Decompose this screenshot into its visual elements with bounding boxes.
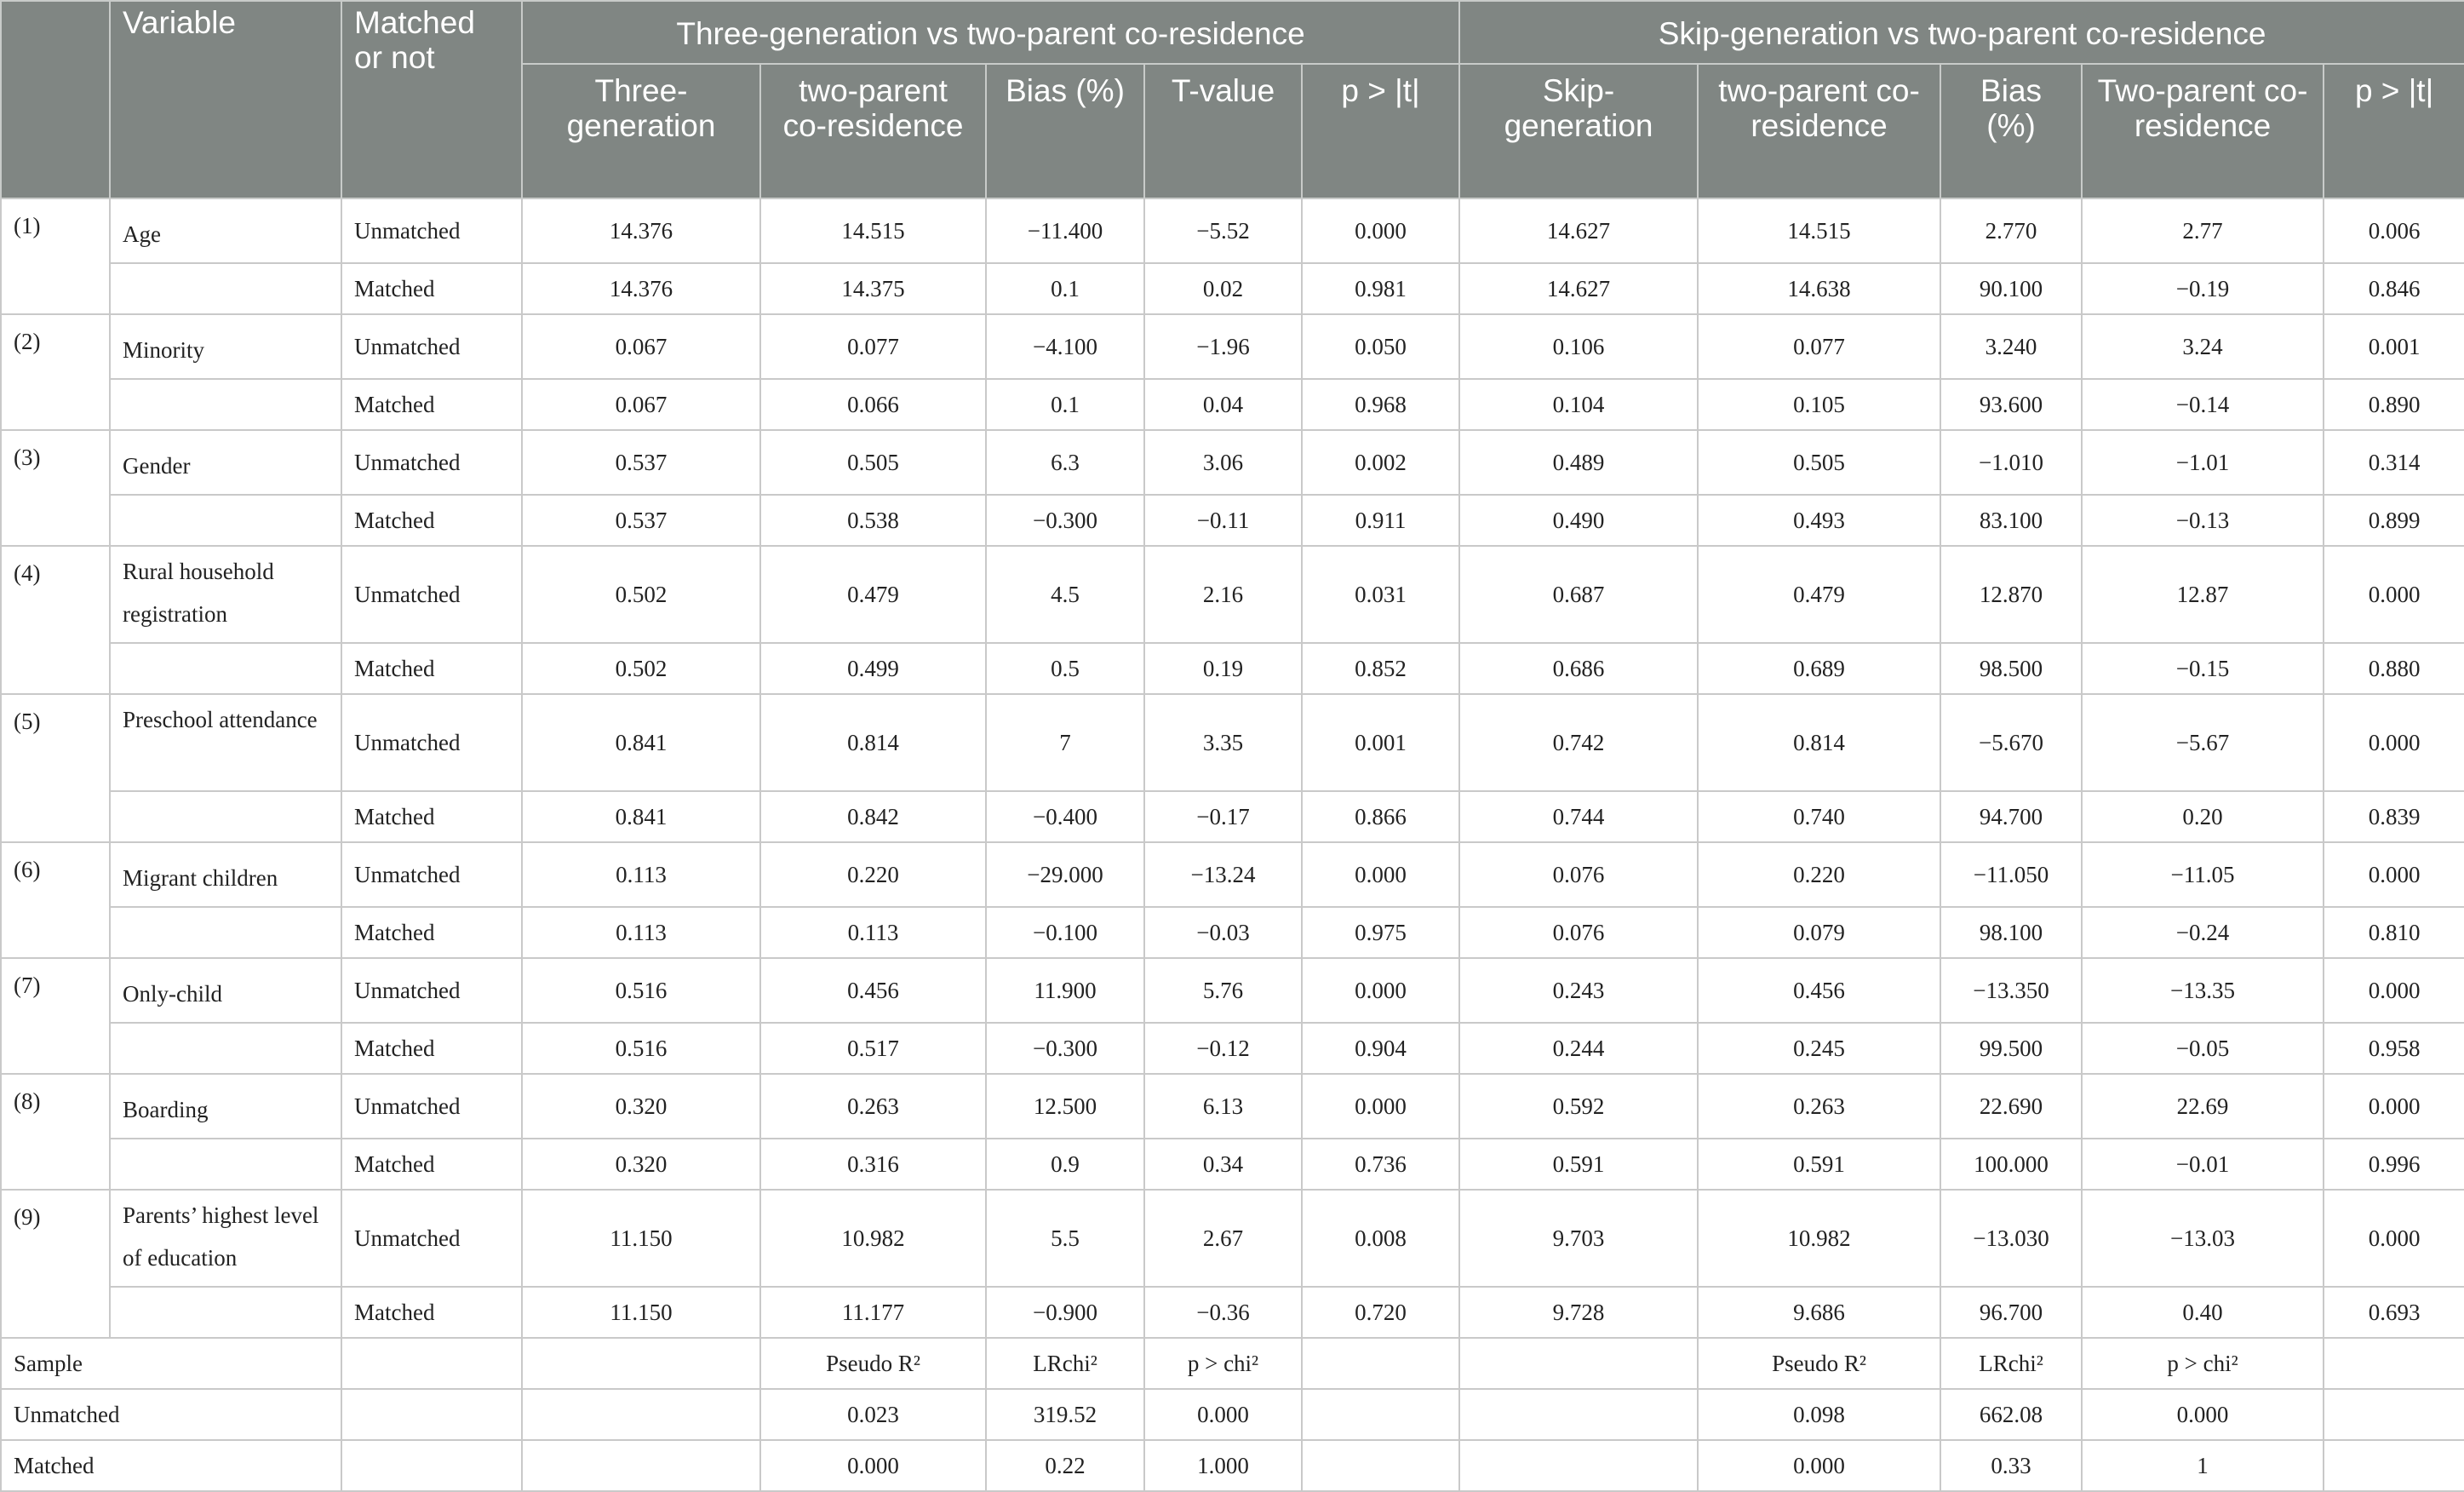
table-body [1,198,2464,1491]
table-cell: 90.100 [1940,263,2082,314]
table-cell: 0.5 [986,643,1144,694]
table-cell: −1.01 [2082,430,2324,495]
variable-name: Only-child [110,958,341,1023]
summary-label: Sample [1,1338,341,1389]
table-row [1,694,2464,791]
matched-status: Unmatched [341,1074,522,1139]
matched-status: Matched [341,1139,522,1190]
table-cell: 0.000 [2324,1190,2464,1287]
row-index: (7) [1,958,110,1074]
table-cell: 2.16 [1144,546,1302,643]
table-cell: 0.000 [2324,958,2464,1023]
table-cell: −11.400 [986,198,1144,263]
variable-name-empty [110,1287,341,1338]
summary-cell: 319.52 [986,1389,1144,1440]
table-cell: −1.010 [1940,430,2082,495]
table-cell: 4.5 [986,546,1144,643]
empty-cell [2324,1338,2464,1389]
header-g1-bias: Bias (%) [986,64,1144,198]
table-cell: 0.981 [1302,263,1459,314]
summary-cell: 0.000 [760,1440,986,1491]
header-g2-p-value: p > |t| [2324,64,2464,198]
summary-header-row [1,1338,2464,1389]
table-cell: 0.314 [2324,430,2464,495]
table-cell: −0.11 [1144,495,1302,546]
summary-label: Matched [1,1440,341,1491]
table-cell: 0.113 [522,907,760,958]
header-g2-bias: Bias (%) [1940,64,2082,198]
variable-name-empty [110,791,341,842]
table-cell: 0.814 [1698,694,1940,791]
table-cell: 0.263 [760,1074,986,1139]
table-cell: 0.592 [1459,1074,1698,1139]
table-cell: 0.104 [1459,379,1698,430]
table-row [1,842,2464,907]
table-cell: 0.968 [1302,379,1459,430]
table-cell: 5.76 [1144,958,1302,1023]
header-g2-two-parent: two-parent co-residence [1698,64,1940,198]
table-cell: 12.87 [2082,546,2324,643]
table-cell: −13.03 [2082,1190,2324,1287]
table-cell: 0.316 [760,1139,986,1190]
table-cell: 0.866 [1302,791,1459,842]
matched-status: Unmatched [341,694,522,791]
table-cell: 14.627 [1459,198,1698,263]
table-cell: 11.900 [986,958,1144,1023]
table-cell: 0.499 [760,643,986,694]
summary-cell: 0.000 [2082,1389,2324,1440]
table-cell: 9.703 [1459,1190,1698,1287]
empty-cell [522,1338,760,1389]
summary-cell: LRchi² [1940,1338,2082,1389]
variable-name: Rural household registration [110,546,341,643]
table-row [1,958,2464,1023]
table-cell: 0.538 [760,495,986,546]
table-cell: 0.008 [1302,1190,1459,1287]
table-row [1,1023,2464,1074]
table-cell: −0.300 [986,495,1144,546]
table-row [1,379,2464,430]
table-cell: 9.686 [1698,1287,1940,1338]
header-g1-p-value: p > |t| [1302,64,1459,198]
table-cell: 3.06 [1144,430,1302,495]
table-cell: 14.627 [1459,263,1698,314]
empty-cell [1459,1338,1698,1389]
table-cell: −5.670 [1940,694,2082,791]
table-row [1,430,2464,495]
matched-status: Matched [341,1023,522,1074]
table-cell: 0.113 [522,842,760,907]
table-row [1,198,2464,263]
table-cell: 0.479 [760,546,986,643]
table-cell: 0.502 [522,546,760,643]
table-cell: 11.150 [522,1190,760,1287]
table-cell: 0.000 [1302,958,1459,1023]
table-cell: −13.24 [1144,842,1302,907]
table-cell: 0.002 [1302,430,1459,495]
table-row [1,546,2464,643]
table-cell: 0.106 [1459,314,1698,379]
summary-cell: 0.000 [1698,1440,1940,1491]
empty-cell [2324,1389,2464,1440]
table-cell: 0.810 [2324,907,2464,958]
table-cell: 0.502 [522,643,760,694]
table-cell: 0.320 [522,1139,760,1190]
summary-cell: p > chi² [2082,1338,2324,1389]
empty-cell [341,1338,522,1389]
table-cell: 0.846 [2324,263,2464,314]
table-cell: 0.320 [522,1074,760,1139]
summary-cell: 1.000 [1144,1440,1302,1491]
table-cell: 14.638 [1698,263,1940,314]
table-cell: 0.243 [1459,958,1698,1023]
summary-cell: Pseudo R² [1698,1338,1940,1389]
table-row [1,1190,2464,1287]
table-cell: 0.720 [1302,1287,1459,1338]
table-row [1,907,2464,958]
table-cell: 3.240 [1940,314,2082,379]
table-cell: 2.67 [1144,1190,1302,1287]
table-cell: 6.3 [986,430,1144,495]
table-cell: 0.19 [1144,643,1302,694]
summary-cell: p > chi² [1144,1338,1302,1389]
table-row [1,263,2464,314]
table-cell: −29.000 [986,842,1144,907]
matched-status: Unmatched [341,842,522,907]
table-cell: 0.686 [1459,643,1698,694]
variable-name: Minority [110,314,341,379]
summary-cell: LRchi² [986,1338,1144,1389]
table-cell: 0.245 [1698,1023,1940,1074]
table-cell: 0.742 [1459,694,1698,791]
table-row [1,1139,2464,1190]
table-cell: 0.996 [2324,1139,2464,1190]
row-index: (9) [1,1190,110,1338]
summary-cell: 0.000 [1144,1389,1302,1440]
variable-name-empty [110,643,341,694]
table-cell: 0.263 [1698,1074,1940,1139]
table-cell: 0.220 [1698,842,1940,907]
table-cell: −0.24 [2082,907,2324,958]
table-cell: 14.375 [760,263,986,314]
table-cell: 14.515 [1698,198,1940,263]
header-g2-two-parent-2: Two-parent co-residence [2082,64,2324,198]
table-cell: 0.04 [1144,379,1302,430]
variable-name: Age [110,198,341,263]
table-cell: 0.516 [522,958,760,1023]
row-index: (8) [1,1074,110,1190]
header-matched: Matched or not [341,1,522,198]
table-cell: 0.076 [1459,907,1698,958]
table-cell: 0.1 [986,263,1144,314]
table-cell: 0.001 [1302,694,1459,791]
table-cell: 7 [986,694,1144,791]
matched-status: Matched [341,495,522,546]
variable-name-empty [110,1023,341,1074]
table-cell: −0.400 [986,791,1144,842]
table-cell: 94.700 [1940,791,2082,842]
table-cell: 0.517 [760,1023,986,1074]
table-cell: 0.40 [2082,1287,2324,1338]
table-cell: 83.100 [1940,495,2082,546]
table-cell: 22.69 [2082,1074,2324,1139]
row-index: (6) [1,842,110,958]
table-cell: 0.516 [522,1023,760,1074]
row-index: (2) [1,314,110,430]
table-cell: −0.14 [2082,379,2324,430]
header-g1-three-generation: Three-generation [522,64,760,198]
table-cell: 0.842 [760,791,986,842]
table-cell: 0.067 [522,314,760,379]
variable-name: Boarding [110,1074,341,1139]
table-cell: 93.600 [1940,379,2082,430]
table-cell: 0.744 [1459,791,1698,842]
table-cell: 0.000 [2324,1074,2464,1139]
table-cell: −5.67 [2082,694,2324,791]
empty-cell [1459,1389,1698,1440]
table-cell: −13.350 [1940,958,2082,1023]
table-cell: 11.150 [522,1287,760,1338]
table-cell: 0.537 [522,495,760,546]
matched-status: Matched [341,907,522,958]
summary-label: Unmatched [1,1389,341,1440]
table-cell: 0.841 [522,694,760,791]
table-cell: 0.537 [522,430,760,495]
table-cell: −0.01 [2082,1139,2324,1190]
table-cell: −11.05 [2082,842,2324,907]
table-row [1,643,2464,694]
table-cell: 22.690 [1940,1074,2082,1139]
table-cell: 0.031 [1302,546,1459,643]
table-cell: 0.1 [986,379,1144,430]
table-cell: 0.693 [2324,1287,2464,1338]
header-group-skip-generation: Skip-generation vs two-parent co-residence [1459,1,2464,64]
table-cell: −0.17 [1144,791,1302,842]
header-group-three-generation: Three-generation vs two-parent co-residence [522,1,1459,64]
matched-status: Unmatched [341,198,522,263]
table-cell: 0.880 [2324,643,2464,694]
table-cell: 0.000 [1302,842,1459,907]
table-header [1,1,2464,198]
empty-cell [1302,1440,1459,1491]
table-cell: 3.35 [1144,694,1302,791]
table-cell: 0.505 [760,430,986,495]
table-cell: −0.36 [1144,1287,1302,1338]
table-cell: 0.000 [2324,842,2464,907]
table-cell: −0.15 [2082,643,2324,694]
table-cell: 0.000 [2324,694,2464,791]
table-cell: −5.52 [1144,198,1302,263]
table-cell: 0.34 [1144,1139,1302,1190]
table-cell: 0.591 [1459,1139,1698,1190]
row-index: (3) [1,430,110,546]
table-cell: 0.20 [2082,791,2324,842]
table-row [1,791,2464,842]
empty-cell [1302,1389,1459,1440]
table-cell: 2.77 [2082,198,2324,263]
variable-name: Parents’ highest level of education [110,1190,341,1287]
table-cell: 6.13 [1144,1074,1302,1139]
table-cell: 10.982 [1698,1190,1940,1287]
table-row [1,314,2464,379]
table-cell: 0.736 [1302,1139,1459,1190]
summary-cell: Pseudo R² [760,1338,986,1389]
table-cell: 12.870 [1940,546,2082,643]
table-cell: −0.05 [2082,1023,2324,1074]
table-cell: −0.12 [1144,1023,1302,1074]
empty-cell [1302,1338,1459,1389]
table-cell: 0.899 [2324,495,2464,546]
table-cell: 3.24 [2082,314,2324,379]
table-cell: −0.19 [2082,263,2324,314]
table-cell: 0.975 [1302,907,1459,958]
header-index [1,1,110,198]
table-cell: 100.000 [1940,1139,2082,1190]
table-cell: 0.066 [760,379,986,430]
table-cell: 0.079 [1698,907,1940,958]
table-cell: 0.689 [1698,643,1940,694]
table-cell: 96.700 [1940,1287,2082,1338]
empty-cell [522,1440,760,1491]
table-cell: 0.456 [760,958,986,1023]
matched-status: Unmatched [341,546,522,643]
header-g2-skip-generation: Skip-generation [1459,64,1698,198]
table-cell: 0.591 [1698,1139,1940,1190]
table-cell: 0.904 [1302,1023,1459,1074]
table-cell: 0.113 [760,907,986,958]
table-cell: 0.105 [1698,379,1940,430]
matched-status: Matched [341,643,522,694]
variable-name: Preschool attendance [110,694,341,791]
matched-status: Unmatched [341,1190,522,1287]
table-row [1,1287,2464,1338]
table-cell: 98.500 [1940,643,2082,694]
table-cell: 2.770 [1940,198,2082,263]
table-cell: 0.220 [760,842,986,907]
empty-cell [341,1440,522,1491]
matched-status: Unmatched [341,314,522,379]
table-cell: 0.890 [2324,379,2464,430]
table-cell: 14.376 [522,263,760,314]
table-cell: 0.958 [2324,1023,2464,1074]
summary-unmatched-row [1,1389,2464,1440]
table-cell: 0.456 [1698,958,1940,1023]
table-cell: 99.500 [1940,1023,2082,1074]
table-cell: −0.13 [2082,495,2324,546]
row-index: (1) [1,198,110,314]
table-cell: 10.982 [760,1190,986,1287]
table-cell: 0.493 [1698,495,1940,546]
table-cell: 0.006 [2324,198,2464,263]
table-cell: 0.489 [1459,430,1698,495]
table-cell: −1.96 [1144,314,1302,379]
table-cell: 0.077 [1698,314,1940,379]
table-cell: 0.000 [2324,546,2464,643]
table-cell: 0.505 [1698,430,1940,495]
table-cell: −13.35 [2082,958,2324,1023]
table-cell: 0.490 [1459,495,1698,546]
variable-name-empty [110,379,341,430]
variable-name-empty [110,495,341,546]
table-cell: 0.000 [1302,198,1459,263]
summary-cell: 1 [2082,1440,2324,1491]
table-cell: 14.376 [522,198,760,263]
empty-cell [522,1389,760,1440]
empty-cell [2324,1440,2464,1491]
table-cell: 0.839 [2324,791,2464,842]
table-cell: −13.030 [1940,1190,2082,1287]
empty-cell [341,1389,522,1440]
table-cell: −0.300 [986,1023,1144,1074]
matched-status: Matched [341,791,522,842]
table-row [1,1074,2464,1139]
variable-name: Gender [110,430,341,495]
matched-status: Unmatched [341,430,522,495]
table-cell: 12.500 [986,1074,1144,1139]
summary-cell: 0.098 [1698,1389,1940,1440]
matched-status: Matched [341,379,522,430]
summary-cell: 662.08 [1940,1389,2082,1440]
table-cell: 0.067 [522,379,760,430]
variable-name: Migrant children [110,842,341,907]
table-cell: 0.02 [1144,263,1302,314]
table-cell: 0.852 [1302,643,1459,694]
table-cell: −4.100 [986,314,1144,379]
table-cell: 0.000 [1302,1074,1459,1139]
empty-cell [1459,1440,1698,1491]
table-cell: 14.515 [760,198,986,263]
header-g1-two-parent: two-parent co-residence [760,64,986,198]
table-cell: −0.03 [1144,907,1302,958]
table-cell: 0.050 [1302,314,1459,379]
table-cell: 0.687 [1459,546,1698,643]
summary-matched-row [1,1440,2464,1491]
row-index: (4) [1,546,110,694]
table-cell: 0.077 [760,314,986,379]
table-cell: 0.841 [522,791,760,842]
table-cell: 0.244 [1459,1023,1698,1074]
table-cell: 9.728 [1459,1287,1698,1338]
matched-status: Matched [341,263,522,314]
row-index: (5) [1,694,110,842]
table-cell: 0.9 [986,1139,1144,1190]
header-variable: Variable [110,1,341,198]
table-cell: 11.177 [760,1287,986,1338]
table-row [1,495,2464,546]
variable-name-empty [110,1139,341,1190]
matched-status: Matched [341,1287,522,1338]
table-cell: 0.740 [1698,791,1940,842]
table-cell: −11.050 [1940,842,2082,907]
table-cell: 98.100 [1940,907,2082,958]
header-g1-t-value: T-value [1144,64,1302,198]
table-cell: 0.076 [1459,842,1698,907]
table-cell: 0.911 [1302,495,1459,546]
table-cell: −0.100 [986,907,1144,958]
summary-cell: 0.33 [1940,1440,2082,1491]
variable-name-empty [110,263,341,314]
summary-cell: 0.22 [986,1440,1144,1491]
matched-status: Unmatched [341,958,522,1023]
summary-cell: 0.023 [760,1389,986,1440]
variable-name-empty [110,907,341,958]
table-cell: 0.001 [2324,314,2464,379]
table-cell: 0.479 [1698,546,1940,643]
table-cell: −0.900 [986,1287,1144,1338]
table-cell: 5.5 [986,1190,1144,1287]
table-cell: 0.814 [760,694,986,791]
